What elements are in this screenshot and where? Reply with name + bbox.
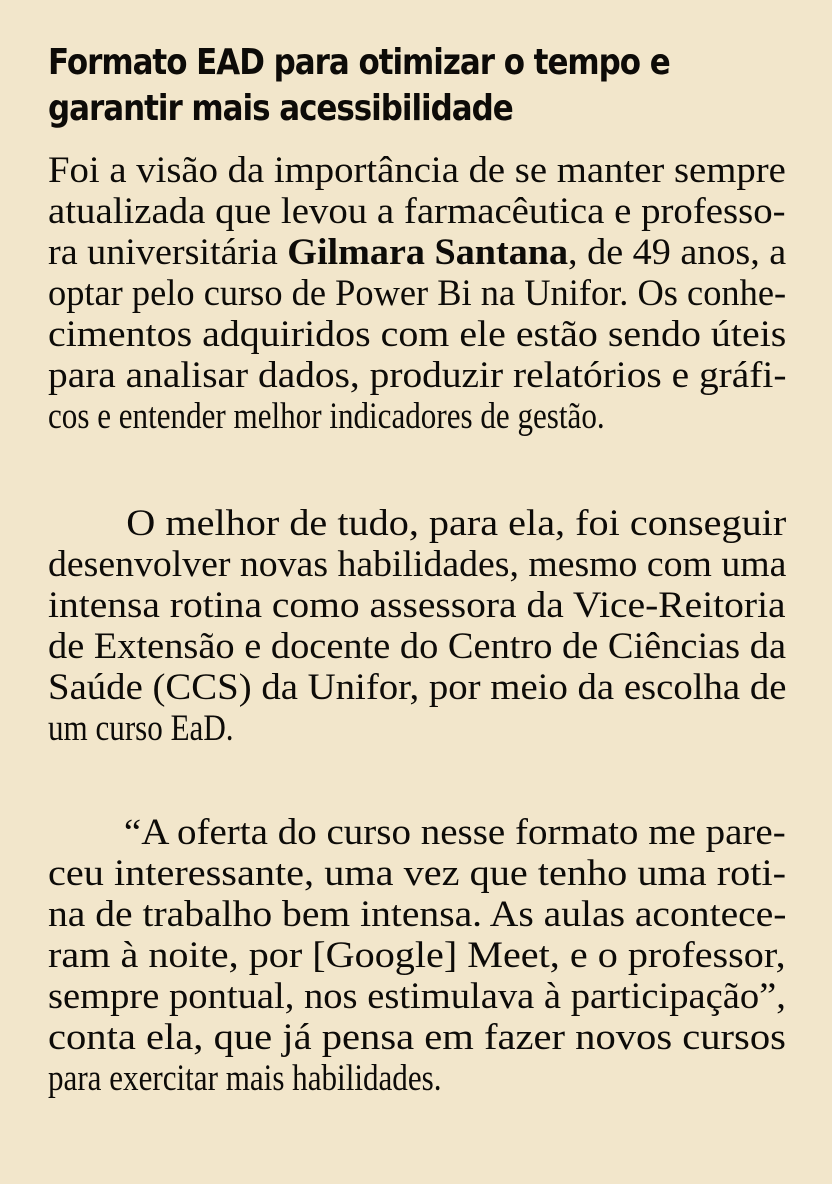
person-name: Gilmara Santana bbox=[287, 232, 569, 273]
text-line: conta ela, que já pensa em fazer novos cursos bbox=[48, 1017, 786, 1058]
paragraph-3 bbox=[48, 812, 786, 1099]
text-line: Foi a visão da importância de se manter sempre bbox=[48, 150, 786, 191]
paragraph-2 bbox=[48, 503, 786, 749]
heading-line: Formato EAD para otimizar o tempo e bbox=[48, 42, 670, 83]
text-line: “A oferta do curso nesse formato me pare- bbox=[123, 812, 786, 853]
text-line: um curso EaD. bbox=[48, 708, 234, 749]
text-line: cos e entender melhor indicadores de gestão. bbox=[48, 396, 605, 437]
text-line: para exercitar mais habilidades. bbox=[48, 1058, 442, 1099]
text-line bbox=[48, 232, 786, 273]
text-line: desenvolver novas habilidades, mesmo com uma bbox=[48, 544, 787, 585]
text-run: , de 49 anos, a bbox=[568, 232, 787, 273]
article-heading bbox=[48, 40, 683, 132]
text-line: ram à noite, por [Google] Meet, e o professor, bbox=[48, 935, 786, 976]
text-line: Saúde (CCS) da Unifor, por meio da escolha de bbox=[48, 667, 787, 708]
text-run: ra universitária bbox=[48, 232, 288, 273]
text-line: para analisar dados, produzir relatórios e gráfi- bbox=[48, 355, 787, 396]
text-line: cimentos adquiridos com ele estão sendo úteis bbox=[48, 314, 787, 355]
text-line: optar pelo curso de Power Bi na Unifor. Os conhe- bbox=[48, 273, 787, 314]
paragraph-1 bbox=[48, 150, 786, 437]
text-line: intensa rotina como assessora da Vice-Reitoria bbox=[48, 585, 786, 626]
text-line: ceu interessante, uma vez que tenho uma roti- bbox=[48, 853, 787, 894]
text-line: na de trabalho bem intensa. As aulas acontece- bbox=[48, 894, 787, 935]
text-line: sempre pontual, nos estimulava à participação”, bbox=[48, 976, 786, 1017]
text-line: de Extensão e docente do Centro de Ciências da bbox=[48, 626, 786, 667]
text-line: atualizada que levou a farmacêutica e professo- bbox=[48, 191, 786, 232]
heading-line: garantir mais acessibilidade bbox=[48, 88, 513, 129]
text-line: O melhor de tudo, para ela, foi conseguir bbox=[126, 503, 787, 544]
